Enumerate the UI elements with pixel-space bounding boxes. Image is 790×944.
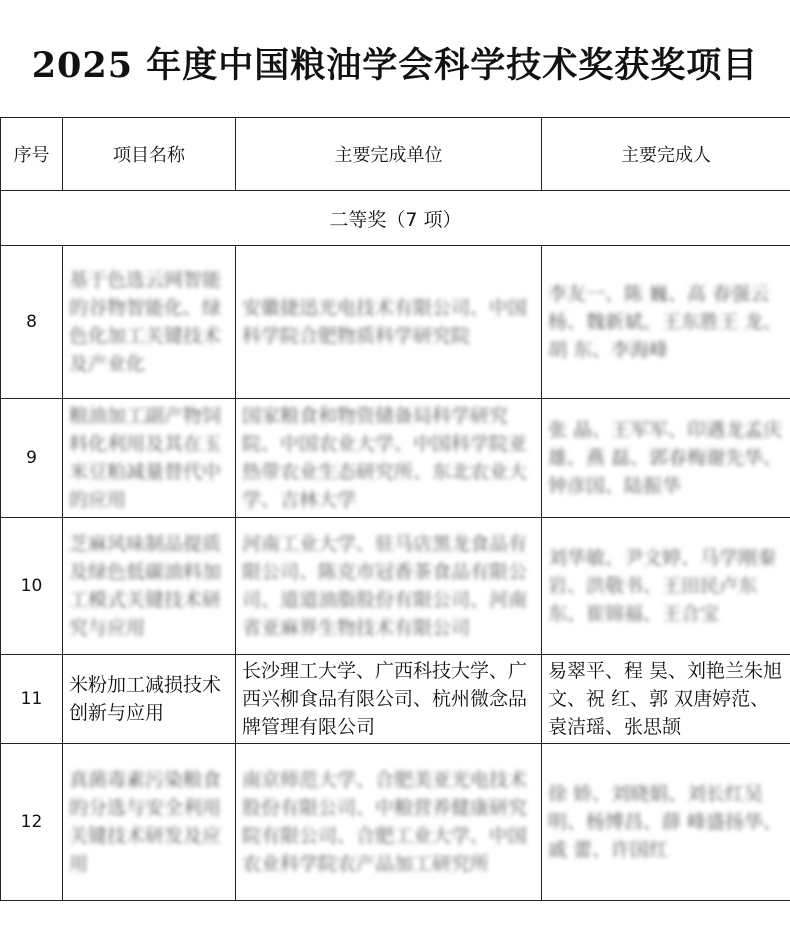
header-project-name: 项目名称 (63, 118, 236, 191)
table-row (1, 399, 790, 518)
completion-people: 李友一、陈 巍、高 春强云杨、魏新斌、王东胜王 龙、胡 东、李海峰 (542, 246, 790, 399)
section-row (1, 191, 790, 246)
header-units: 主要完成单位 (236, 118, 542, 191)
table-header-row (1, 118, 790, 191)
completion-units: 河南工业大学、驻马店黑龙食品有限公司、陈克市冠香茶食品有限公司、道道油脂股份有限公司、河南省亚麻界生物技术有限公司 (236, 518, 542, 655)
completion-units: 安徽捷迅光电技术有限公司、中国科学院合肥物质科学研究院 (236, 246, 542, 399)
completion-people: 张 晶、王军军、印遇龙孟庆雄、燕 磊、郭春梅谢先华、钟彦国、陆振华 (542, 399, 790, 518)
row-index: 8 (1, 246, 63, 399)
completion-people: 易翠平、程 昊、刘艳兰朱旭文、祝 红、郭 双唐婷范、袁洁瑶、张思颉 (542, 655, 790, 744)
table-row (1, 744, 790, 901)
table-row (1, 246, 790, 399)
project-name: 真菌毒素污染粮食的分选与安全利用关键技术研发及应用 (63, 744, 236, 901)
row-index: 12 (1, 744, 63, 901)
project-name: 粮油加工副产物饲料化利用及其在玉米豆粕减量替代中的应用 (63, 399, 236, 518)
completion-units: 长沙理工大学、广西科技大学、广西兴柳食品有限公司、杭州微念品牌管理有限公司 (236, 655, 542, 744)
project-name: 基于色选云网智能的谷物智能化、绿色化加工关键技术及产业化 (63, 246, 236, 399)
awards-table (0, 117, 790, 901)
document-title: 2025 年度中国粮油学会科学技术奖获奖项目 (31, 45, 759, 86)
completion-people: 徐 娇、刘晓娟、刘长红吴 明、杨博昌、薛 峰盛扬华、戚 蕾、许国红 (542, 744, 790, 901)
table-row (1, 655, 790, 744)
row-index: 10 (1, 518, 63, 655)
header-index: 序号 (1, 118, 63, 191)
completion-units: 国家粮食和物资储备局科学研究院、中国农业大学、中国科学院亚热带农业生态研究所、东北农业大学、吉林大学 (236, 399, 542, 518)
project-name: 芝麻风味制品提质及绿色低碳油料加工模式关键技术研究与应用 (63, 518, 236, 655)
section-title: 二等奖（7 项） (1, 191, 790, 246)
header-people: 主要完成人 (542, 118, 790, 191)
table-row (1, 518, 790, 655)
completion-people: 刘华敏、尹文婷、马学刚秦 岩、洪敬书、王田民卢东东、崔锦福、王合宝 (542, 518, 790, 655)
row-index: 9 (1, 399, 63, 518)
project-name: 米粉加工减损技术创新与应用 (63, 655, 236, 744)
completion-units: 南京师范大学、合肥美亚光电技术股份有限公司、中粮营养健康研究院有限公司、合肥工业大学、中国农业科学院农产品加工研究所 (236, 744, 542, 901)
row-index: 11 (1, 655, 63, 744)
